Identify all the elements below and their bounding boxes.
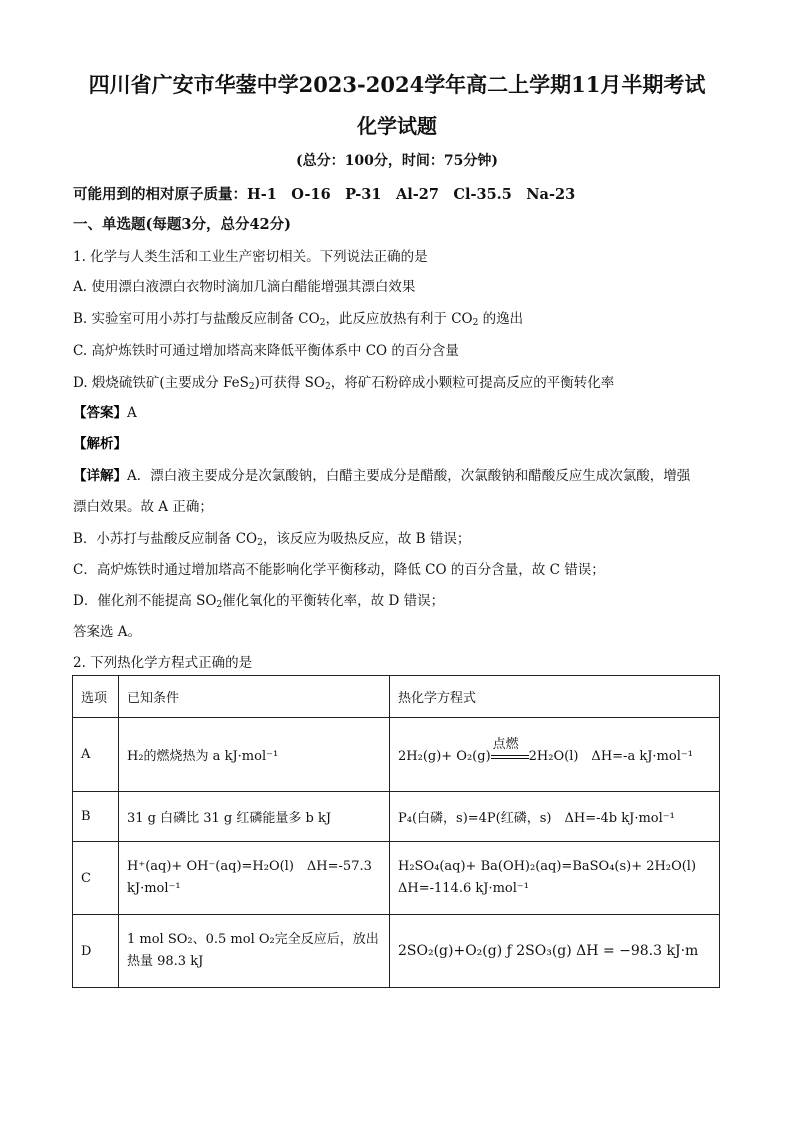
header-option: 选项 — [73, 676, 119, 718]
row-condition: 31 g 白磷比 31 g 红磷能量多 b kJ — [119, 792, 390, 842]
row-option: D — [73, 915, 119, 988]
q1-analysis-label: 【解析】 — [73, 436, 127, 452]
table-row — [73, 792, 720, 842]
table-row — [73, 915, 720, 988]
document-subtitle: 化学试题 — [357, 114, 437, 138]
q1-stem: 1. 化学与人类生活和工业生产密切相关。下列说法正确的是 — [73, 249, 428, 265]
q1-detail-d: D．催化剂不能提高 $SO_2$催化氧化的平衡转化率，故 D 错误； — [73, 593, 445, 610]
atomic-masses: 可能用到的相对原子质量：H-1 O-16 P-31 Al-27 Cl-35.5 Na-23 — [73, 186, 576, 203]
q2-stem: 2. 下列热化学方程式正确的是 — [73, 655, 253, 671]
q1-conclusion: 答案选 A。 — [73, 624, 142, 640]
q2-table — [72, 675, 720, 988]
header-equation: 热化学方程式 — [390, 676, 720, 718]
row-equation: 2SO₂(g)+O₂(g) ƒ 2SO₃(g) ΔH = −98.3 kJ·m — [390, 915, 720, 988]
row-equation: P₄(白磷，s)=4P(红磷，s) ΔH=-4b kJ·mol⁻¹ — [390, 792, 720, 842]
q1-answer: 【答案】A — [73, 405, 137, 421]
header-condition: 已知条件 — [119, 676, 390, 718]
exam-meta: (总分：100分，时间：75分钟) — [296, 153, 498, 169]
table-row — [73, 718, 720, 792]
row-condition: H₂的燃烧热为 a kJ·mol⁻¹ — [119, 718, 390, 792]
row-option: B — [73, 792, 119, 842]
q1-option-b: B. 实验室可用小苏打与盐酸反应制备 $CO_2$，此反应放热有利于 $CO_2$ 的逸出 — [73, 311, 524, 328]
row-equation: H₂SO₄(aq)+ Ba(OH)₂(aq)=BaSO₄(s)+ 2H₂O(l) ΔH=-114.6 kJ·mol⁻¹ — [390, 842, 720, 915]
q1-option-d: D. 煅烧硫铁矿(主要成分 FeS$_2$)可获得 $SO_2$，将矿石粉碎成小颗粒可提高反应的平衡转化率 — [73, 375, 615, 392]
document-title: 四川省广安市华蓥中学2023-2024学年高二上学期11月半期考试 — [88, 72, 706, 97]
q1-option-c: C. 高炉炼铁时可通过增加塔高来降低平衡体系中 CO 的百分含量 — [73, 343, 459, 359]
q1-option-a: A. 使用漂白液漂白衣物时滴加几滴白醋能增强其漂白效果 — [73, 279, 416, 295]
row-option: A — [73, 718, 119, 792]
table-row — [73, 842, 720, 915]
q1-detail-a-line1: 【详解】A．漂白液主要成分是次氯酸钠，白醋主要成分是醋酸，次氯酸钠和醋酸反应生成次氯酸，增强 — [73, 468, 691, 484]
q1-detail-c: C．高炉炼铁时通过增加塔高不能影响化学平衡移动，降低 CO 的百分含量，故 C 错误； — [73, 562, 605, 578]
row-condition: H⁺(aq)+ OH⁻(aq)=H₂O(l) ΔH=-57.3 kJ·mol⁻¹ — [119, 842, 390, 915]
section-heading: 一、单选题(每题3分，总分42分) — [73, 216, 291, 233]
q1-detail-a-line2: 漂白效果。故 A 正确； — [73, 499, 213, 515]
row-option: C — [73, 842, 119, 915]
ignition-arrow: 点燃 — [491, 749, 529, 764]
row-equation: 2H₂(g)+ O₂(g) 点燃 2H₂O(l) ΔH=-a kJ·mol⁻¹ — [390, 718, 720, 792]
q1-detail-b: B．小苏打与盐酸反应制备 $CO_2$，该反应为吸热反应，故 B 错误； — [73, 531, 471, 548]
table-header-row — [73, 676, 720, 718]
row-condition: 1 mol SO₂、0.5 mol O₂完全反应后，放出热量 98.3 kJ — [119, 915, 390, 988]
